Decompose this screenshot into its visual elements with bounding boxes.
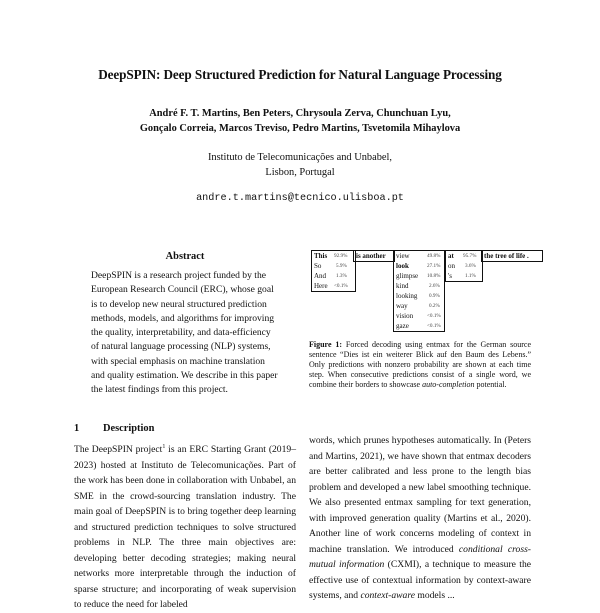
token-word: the tree of life . — [484, 252, 529, 260]
token-word: way — [396, 302, 408, 310]
caption-italic: auto-completion — [422, 380, 475, 389]
token-word: glimpse — [396, 272, 419, 280]
token-prob: 95.7% — [463, 253, 477, 259]
token-prob: 0.2% — [429, 303, 440, 309]
body-text: models ... — [414, 590, 455, 601]
token-word: at — [448, 252, 454, 260]
abstract-text: DeepSPIN is a research project funded by the European Research Council (ERC), whose goal is to develop new neural structured prediction methods, models, and algorithms for improving the quality, interpretability, and data-efficiency of natural language processing (NLP) systems, with special emphasis on machine translation and quality estimation. We describe in this paper the latest findings from this project. — [91, 270, 278, 396]
token-prob: 1.1% — [465, 273, 476, 279]
token-prob: 2.6% — [429, 283, 440, 289]
body-italic: conditional cross-mutual information — [309, 543, 531, 570]
token-prob: 49.8% — [427, 253, 441, 259]
figure-chunk — [393, 250, 445, 332]
section-title: Description — [103, 423, 155, 434]
abstract-heading: Abstract — [165, 251, 205, 262]
affiliation-line-1: Instituto de Telecomunicações and Unbabel, — [207, 152, 393, 163]
token-word: looking — [396, 292, 418, 300]
token-word: gaze — [396, 322, 409, 330]
figure-token — [394, 281, 444, 291]
token-prob: 3.6% — [465, 263, 476, 269]
figure-caption — [309, 340, 531, 390]
section-number: 1 — [74, 423, 80, 434]
caption-end: potential. — [474, 380, 507, 389]
author-list — [0, 106, 600, 136]
affiliation-line-2: Lisbon, Portugal — [265, 167, 335, 178]
token-word: vision — [396, 312, 414, 320]
figure-chunk — [311, 250, 356, 292]
figure-token — [312, 251, 355, 261]
figure-token — [394, 301, 444, 311]
figure-token — [394, 291, 444, 301]
token-prob: 27.1% — [427, 263, 441, 269]
author-email[interactable]: andre.t.martins@tecnico.ulisboa.pt — [196, 193, 404, 204]
token-word: So — [314, 262, 322, 270]
token-prob: 0.9% — [429, 293, 440, 299]
token-word: This — [314, 252, 328, 260]
token-word: view — [396, 252, 410, 260]
body-italic: context-aware — [360, 590, 415, 601]
token-word: Here — [314, 282, 328, 290]
figure-token — [354, 251, 394, 261]
caption-text: Forced decoding using entmax for the German source sentence “Dies ist ein weiterer Blick auf den Baum des Lebens.” Only predictions with nonzero probability are shown at each time step. When consecutive predictions consist of a single word, we combine their borders to showcase — [309, 340, 531, 389]
figure-token — [394, 271, 444, 281]
body-column-right — [309, 433, 531, 604]
token-prob: <0.1% — [427, 323, 441, 329]
figure-token — [312, 271, 355, 281]
figure-token — [312, 261, 355, 271]
body-text: words, which prunes hypotheses automatically. In (Peters and Martins, 2021), we have shown that entmax decoders are better calibrated and less prone to the length bias problem and developed a new label smoothing technique. We also presented entmax sampling for text generation, with improved generation quality (Martins et al., 2020). Another line of work concerns modeling of context in machine translation. We introduced — [309, 435, 531, 555]
token-prob: 5.9% — [336, 263, 347, 269]
section-heading — [74, 423, 154, 434]
paper-title: DeepSPIN: Deep Structured Prediction for Natural Language Processing — [98, 67, 502, 82]
token-prob: 1.3% — [336, 273, 347, 279]
token-prob: <0.1% — [427, 313, 441, 319]
token-prob: <0.1% — [334, 283, 348, 289]
caption-label: Figure 1: — [309, 340, 343, 349]
body-paragraph — [74, 442, 296, 613]
figure-token — [446, 261, 482, 271]
token-word: And — [314, 272, 327, 280]
figure-token — [482, 251, 542, 261]
body-text: (CXMI), a technique to measure the effective use of contextual information by context-aware systems, and — [309, 559, 532, 601]
figure-token — [394, 251, 444, 261]
figure-token — [446, 271, 482, 281]
figure-chunk — [353, 250, 395, 262]
body-column-left — [74, 442, 296, 613]
figure-token — [394, 321, 444, 331]
body-paragraph — [309, 433, 531, 604]
figure-token — [312, 281, 355, 291]
authors-line-2: Gonçalo Correia, Marcos Treviso, Pedro Martins, Tsvetomila Mihaylova — [139, 123, 461, 134]
figure-token — [446, 251, 482, 261]
token-word: look — [396, 262, 409, 270]
token-prob: 92.9% — [334, 253, 348, 259]
body-text: is an ERC Starting Grant (2019–2023) hosted at Instituto de Telecomunicações. Part of the work has been done in collaboration with Unbabel, an SME in the crowd-sourcing translation industry. The main goal of DeepSPIN is to bring together deep learning and structured prediction techniques to solve structured problems in NLP. The three main objectives are: developing better decoding strategies; making neural networks more interpretable through the induction of sparse structure; and incorporating of weak supervision to reduce the need for labeled — [74, 444, 296, 610]
figure-token — [394, 261, 444, 271]
authors-line-1: André F. T. Martins, Ben Peters, Chrysoula Zerva, Chunchuan Lyu, — [149, 108, 451, 119]
figure-chunk — [445, 250, 483, 282]
figure-chunk — [481, 250, 543, 262]
token-word: on — [448, 262, 455, 270]
footnote-marker[interactable]: 1 — [162, 444, 166, 450]
token-word: 's — [448, 272, 452, 280]
token-prob: 10.8% — [427, 273, 441, 279]
token-word: kind — [396, 282, 409, 290]
body-text: The DeepSPIN project — [74, 444, 163, 455]
figure-decoding — [311, 250, 541, 332]
figure-token — [394, 311, 444, 321]
token-word: is another — [356, 252, 386, 260]
affiliation — [0, 150, 600, 180]
